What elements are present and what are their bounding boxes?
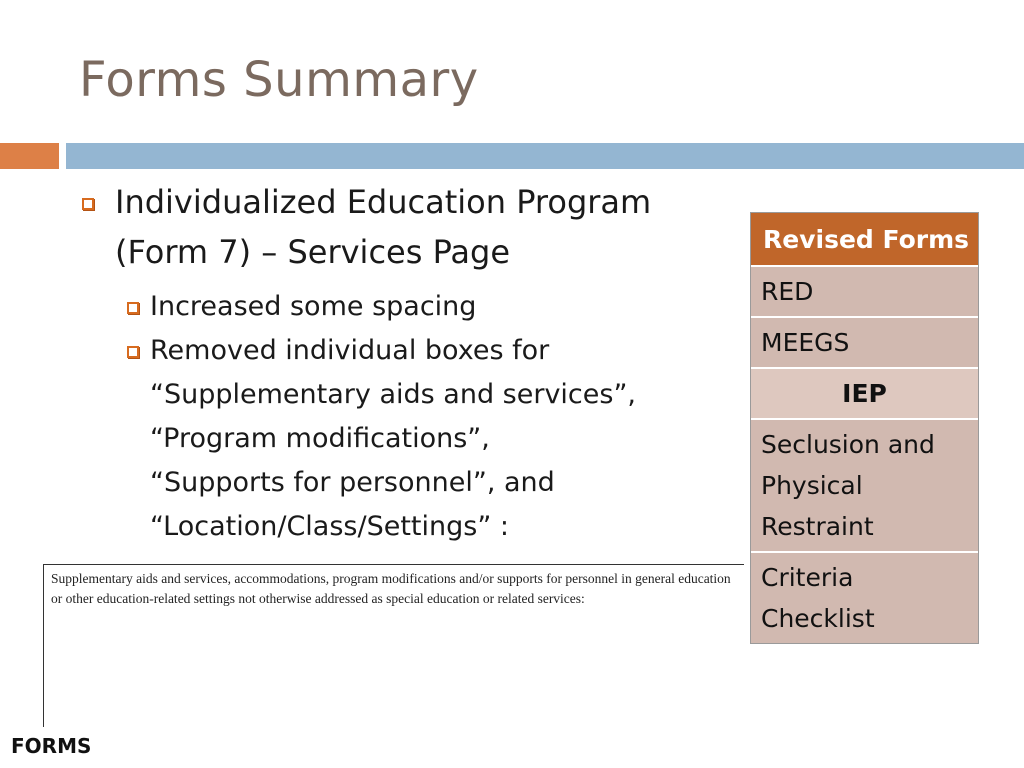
sub-bullet-line: “Supports for personnel”, and — [150, 467, 555, 498]
form-item-label: Seclusion and — [761, 430, 935, 459]
form-item-label: MEEGS — [761, 328, 850, 357]
form-excerpt-line: Supplementary aids and services, accommodations, program modifications and/or supports for personnel in general education — [51, 571, 731, 586]
form-excerpt-text — [51, 569, 743, 609]
form-excerpt-line: or other education-related settings not otherwise addressed as special education or related services: — [51, 591, 585, 606]
form-item-label: Checklist — [761, 604, 875, 633]
footer-label: FORMS — [11, 734, 92, 758]
hollow-square-bullet-icon — [127, 346, 139, 358]
sub-bullet-line: “Location/Class/Settings” : — [150, 511, 509, 542]
form-item-criteria-checklist — [751, 553, 978, 643]
sub-bullet-line: Removed individual boxes for — [150, 335, 550, 366]
sub-bullet-line: “Program modifications”, — [150, 423, 490, 454]
revised-forms-table — [750, 212, 979, 644]
form-item-label: IEP — [842, 379, 887, 408]
hollow-square-bullet-icon — [82, 198, 94, 210]
form-item-iep — [751, 369, 978, 420]
form-item-label: Criteria — [761, 563, 854, 592]
form-item-label: Physical — [761, 471, 863, 500]
hollow-square-bullet-icon — [127, 302, 139, 314]
revised-forms-header: Revised Forms — [751, 213, 978, 267]
form-item-label: Restraint — [761, 512, 874, 541]
form-excerpt-image — [43, 564, 744, 727]
main-bullet-line: Individualized Education Program — [115, 183, 652, 221]
form-item-meegs — [751, 318, 978, 369]
main-bullet-line: (Form 7) – Services Page — [115, 233, 511, 271]
title-rule-bar — [66, 143, 1024, 169]
form-item-seclusion-restraint — [751, 420, 978, 553]
sub-bullet-line: “Supplementary aids and services”, — [150, 379, 637, 410]
form-item-label: RED — [761, 277, 814, 306]
form-item-red — [751, 267, 978, 318]
slide-title: Forms Summary — [79, 52, 479, 108]
sub-bullet-line: Increased some spacing — [150, 291, 477, 322]
accent-bar — [0, 143, 59, 169]
